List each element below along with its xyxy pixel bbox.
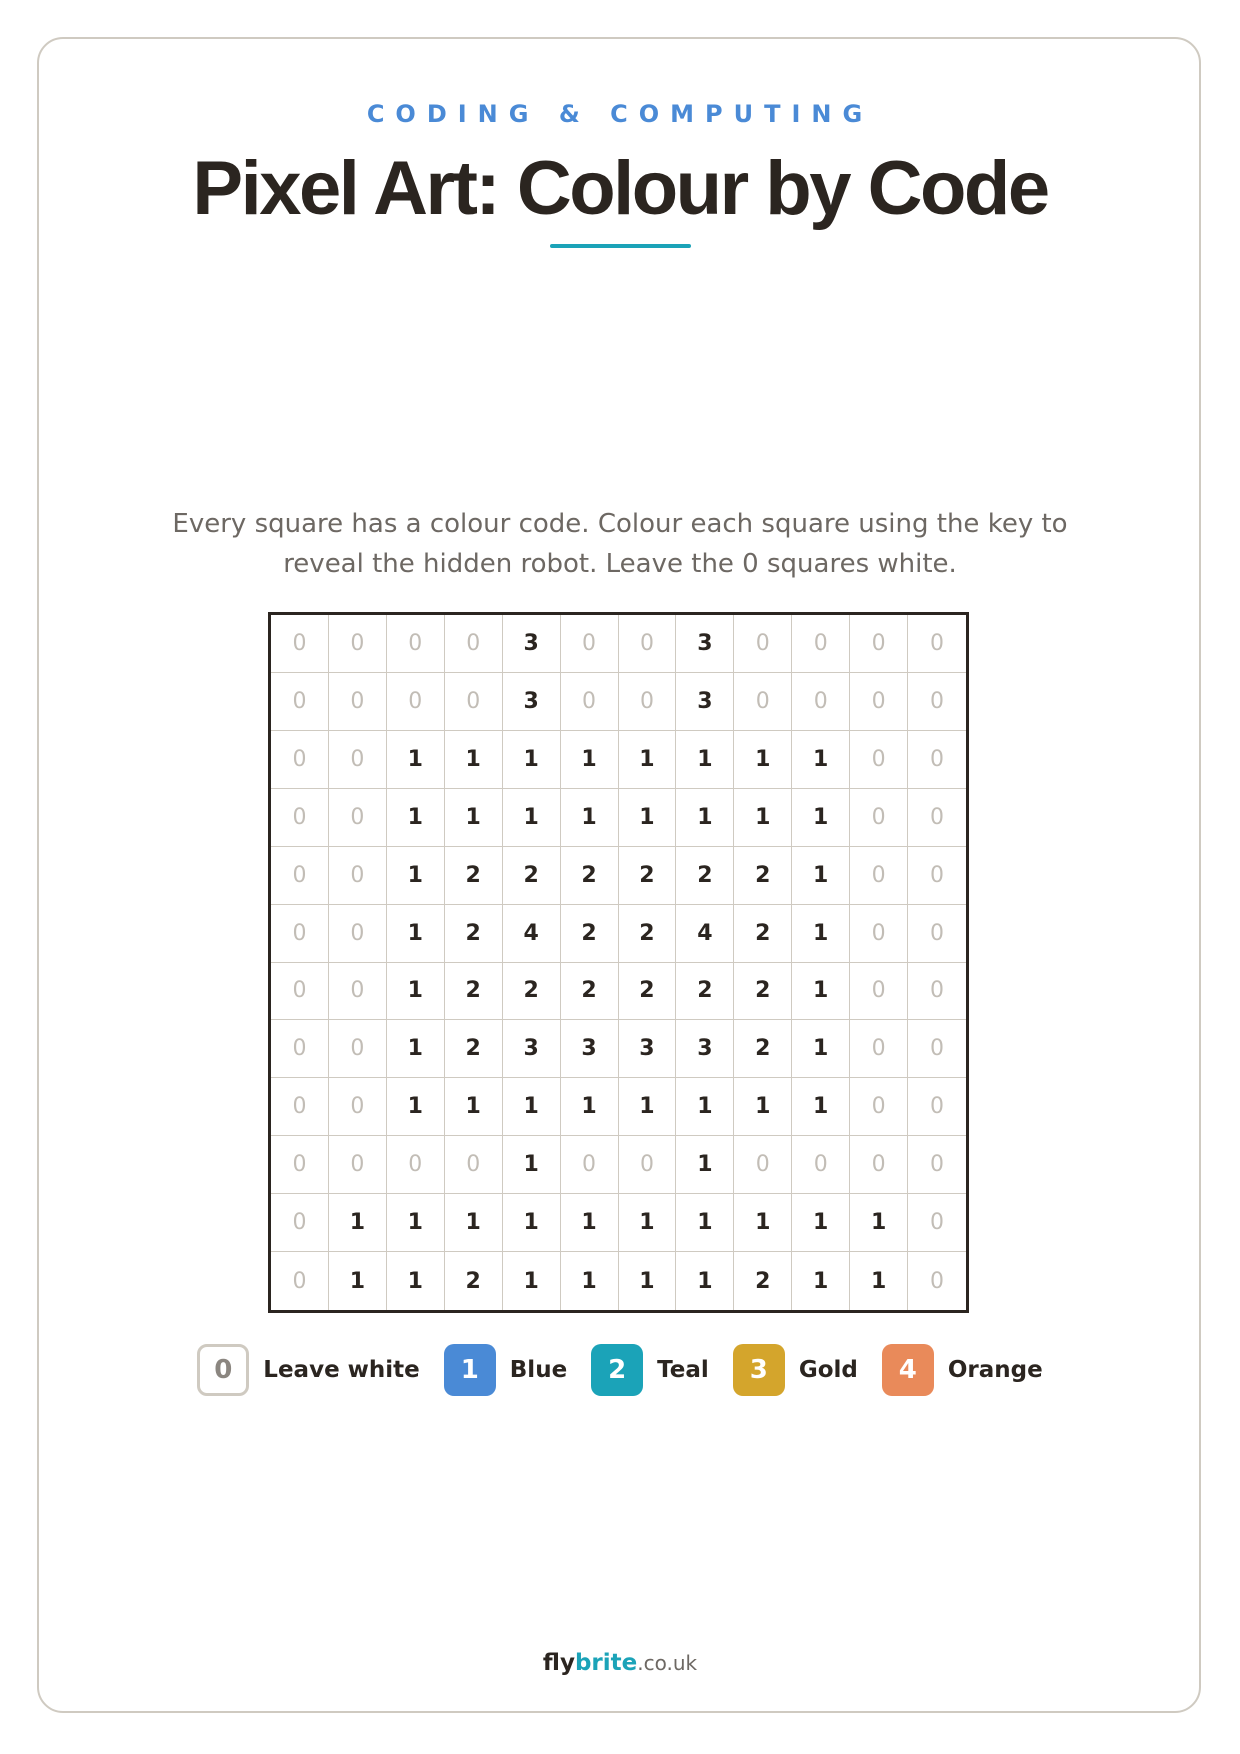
- grid-cell[interactable]: 0: [850, 789, 908, 847]
- grid-cell[interactable]: 0: [908, 615, 966, 673]
- grid-cell[interactable]: 0: [908, 1136, 966, 1194]
- key-swatch: 1: [444, 1344, 496, 1396]
- grid-cell[interactable]: 1: [561, 1078, 619, 1136]
- grid-cell[interactable]: 1: [387, 789, 445, 847]
- grid-cell[interactable]: 0: [329, 847, 387, 905]
- grid-cell[interactable]: 0: [908, 1194, 966, 1252]
- grid-cell[interactable]: 2: [503, 963, 561, 1021]
- grid-cell[interactable]: 3: [503, 1020, 561, 1078]
- grid-cell[interactable]: 0: [908, 789, 966, 847]
- grid-cell[interactable]: 2: [676, 847, 734, 905]
- grid-cell[interactable]: 2: [619, 847, 677, 905]
- grid-cell[interactable]: 1: [445, 1078, 503, 1136]
- grid-cell[interactable]: 0: [850, 673, 908, 731]
- grid-cell[interactable]: 0: [271, 847, 329, 905]
- key-label: Blue: [509, 1357, 568, 1383]
- grid-cell[interactable]: 2: [445, 963, 503, 1021]
- grid-cell[interactable]: 1: [445, 1194, 503, 1252]
- grid-cell[interactable]: 0: [329, 615, 387, 673]
- grid-cell[interactable]: 1: [503, 1194, 561, 1252]
- grid-cell[interactable]: 0: [908, 1078, 966, 1136]
- grid-cell[interactable]: 0: [271, 905, 329, 963]
- grid-cell[interactable]: 0: [908, 905, 966, 963]
- grid-cell[interactable]: 0: [850, 905, 908, 963]
- grid-cell[interactable]: 2: [503, 847, 561, 905]
- grid-cell[interactable]: 2: [619, 905, 677, 963]
- key-swatch: 2: [591, 1344, 643, 1396]
- subject-kicker: CODING & COMPUTING: [366, 100, 874, 128]
- grid-cell[interactable]: 0: [271, 963, 329, 1021]
- grid-cell[interactable]: 0: [850, 731, 908, 789]
- grid-cell[interactable]: 0: [908, 731, 966, 789]
- grid-cell[interactable]: 1: [503, 789, 561, 847]
- grid-cell[interactable]: 0: [445, 673, 503, 731]
- grid-cell[interactable]: 0: [271, 615, 329, 673]
- grid-cell[interactable]: 3: [503, 615, 561, 673]
- grid-cell[interactable]: 1: [387, 1020, 445, 1078]
- key-label: Orange: [947, 1357, 1043, 1383]
- key-item: [882, 1344, 1043, 1396]
- grid-cell[interactable]: 1: [792, 1252, 850, 1310]
- grid-cell[interactable]: 2: [445, 847, 503, 905]
- key-swatch: 0: [197, 1344, 249, 1396]
- grid-cell[interactable]: 1: [792, 1194, 850, 1252]
- key-item: [197, 1344, 419, 1396]
- footer-brand: [0, 1650, 1240, 1676]
- grid-cell[interactable]: 0: [908, 847, 966, 905]
- grid-cell[interactable]: 1: [561, 1194, 619, 1252]
- grid-cell[interactable]: 3: [676, 673, 734, 731]
- grid-cell[interactable]: 2: [734, 1252, 792, 1310]
- grid-cell[interactable]: 0: [329, 1136, 387, 1194]
- grid-cell[interactable]: 1: [387, 1078, 445, 1136]
- grid-cell[interactable]: 2: [561, 905, 619, 963]
- title-underline: [550, 244, 691, 248]
- grid-cell[interactable]: 0: [329, 731, 387, 789]
- grid-cell[interactable]: 0: [561, 1136, 619, 1194]
- grid-cell[interactable]: 1: [619, 1078, 677, 1136]
- grid-cell[interactable]: 2: [561, 847, 619, 905]
- grid-cell[interactable]: 1: [850, 1252, 908, 1310]
- grid-cell[interactable]: 0: [271, 1078, 329, 1136]
- grid-cell[interactable]: 1: [676, 1252, 734, 1310]
- grid-cell[interactable]: 0: [619, 1136, 677, 1194]
- grid-cell[interactable]: 3: [503, 673, 561, 731]
- grid-cell[interactable]: 0: [271, 1020, 329, 1078]
- grid-cell[interactable]: 0: [908, 963, 966, 1021]
- grid-cell[interactable]: 0: [329, 673, 387, 731]
- grid-cell[interactable]: 0: [792, 673, 850, 731]
- grid-cell[interactable]: 2: [445, 905, 503, 963]
- grid-cell[interactable]: 1: [387, 731, 445, 789]
- key-swatch: 4: [882, 1344, 934, 1396]
- grid-cell[interactable]: 0: [329, 789, 387, 847]
- grid-cell[interactable]: 0: [271, 789, 329, 847]
- grid-cell[interactable]: 0: [271, 1136, 329, 1194]
- grid-cell[interactable]: 0: [930, 1268, 945, 1294]
- key-item: [591, 1344, 709, 1396]
- grid-cell[interactable]: 0: [329, 905, 387, 963]
- grid-cell[interactable]: 1: [387, 1194, 445, 1252]
- grid-cell[interactable]: 1: [387, 963, 445, 1021]
- grid-cell[interactable]: 1: [503, 1252, 561, 1310]
- grid-cell[interactable]: 0: [734, 673, 792, 731]
- grid-cell[interactable]: 0: [561, 673, 619, 731]
- page-title: Pixel Art: Colour by Code: [192, 146, 1048, 231]
- key-label: Teal: [657, 1357, 709, 1383]
- grid-cell[interactable]: 0: [445, 1136, 503, 1194]
- key-item: [733, 1344, 858, 1396]
- key-item: [444, 1344, 567, 1396]
- grid-cell[interactable]: 1: [792, 1078, 850, 1136]
- grid-cell[interactable]: 1: [445, 731, 503, 789]
- grid-cell[interactable]: 1: [676, 731, 734, 789]
- grid-cell[interactable]: 1: [734, 731, 792, 789]
- grid-cell[interactable]: 1: [503, 1136, 561, 1194]
- grid-cell[interactable]: 1: [445, 789, 503, 847]
- key-swatch: 3: [733, 1344, 785, 1396]
- grid-cell[interactable]: 0: [619, 673, 677, 731]
- brand-domain: .co.uk: [637, 1651, 698, 1675]
- grid-cell[interactable]: 3: [619, 1020, 677, 1078]
- grid-cell[interactable]: 3: [676, 1020, 734, 1078]
- grid-cell[interactable]: 1: [561, 789, 619, 847]
- grid-cell[interactable]: 2: [676, 963, 734, 1021]
- grid-cell[interactable]: 2: [619, 963, 677, 1021]
- key-label: Gold: [798, 1357, 858, 1383]
- grid-cell[interactable]: 1: [792, 1020, 850, 1078]
- pixel-grid: [268, 612, 969, 1313]
- grid-cell[interactable]: 0: [908, 1020, 966, 1078]
- grid-cell[interactable]: 1: [676, 789, 734, 847]
- grid-cell[interactable]: 1: [792, 731, 850, 789]
- grid-cell[interactable]: 0: [445, 615, 503, 673]
- grid-cell[interactable]: 0: [850, 1136, 908, 1194]
- grid-cell[interactable]: 0: [271, 1252, 329, 1310]
- grid-cell[interactable]: 1: [329, 1194, 387, 1252]
- grid-cell[interactable]: 1: [503, 1078, 561, 1136]
- grid-cell[interactable]: 4: [503, 905, 561, 963]
- grid-cell[interactable]: 1: [792, 963, 850, 1021]
- instructions-line-2: reveal the hidden robot. Leave the 0 squares white.: [283, 549, 957, 579]
- instructions: [140, 504, 1100, 584]
- grid-cell[interactable]: 3: [676, 615, 734, 673]
- grid-cell[interactable]: 2: [734, 1020, 792, 1078]
- grid-cell[interactable]: 2: [445, 1020, 503, 1078]
- grid-cell[interactable]: 1: [503, 731, 561, 789]
- grid-cell[interactable]: 1: [850, 1194, 908, 1252]
- grid-cell[interactable]: 1: [561, 731, 619, 789]
- grid-cell[interactable]: 1: [734, 1078, 792, 1136]
- grid-cell[interactable]: 2: [734, 847, 792, 905]
- grid-cell[interactable]: 1: [387, 847, 445, 905]
- grid-cell[interactable]: 0: [850, 1020, 908, 1078]
- grid-cell[interactable]: 4: [676, 905, 734, 963]
- grid-cell[interactable]: 1: [792, 789, 850, 847]
- grid-cell[interactable]: 1: [792, 905, 850, 963]
- grid-cell[interactable]: 0: [850, 615, 908, 673]
- grid-cell[interactable]: 0: [329, 1020, 387, 1078]
- grid-cell[interactable]: 1: [387, 905, 445, 963]
- grid-cell[interactable]: 0: [850, 1078, 908, 1136]
- grid-cell[interactable]: 1: [676, 1078, 734, 1136]
- grid-cell[interactable]: 1: [734, 789, 792, 847]
- grid-cell[interactable]: 2: [561, 963, 619, 1021]
- grid-cell[interactable]: 1: [387, 1252, 445, 1310]
- instructions-line-1: Every square has a colour code. Colour each square using the key to: [172, 509, 1068, 539]
- grid-cell[interactable]: 1: [619, 1194, 677, 1252]
- grid-cell[interactable]: 1: [619, 789, 677, 847]
- grid-cell[interactable]: 2: [734, 963, 792, 1021]
- grid-cell[interactable]: 0: [850, 847, 908, 905]
- grid-cell[interactable]: 0: [271, 673, 329, 731]
- grid-cell[interactable]: 1: [734, 1194, 792, 1252]
- grid-cell[interactable]: 1: [329, 1252, 387, 1310]
- brand-fly: fly: [542, 1650, 575, 1676]
- grid-cell[interactable]: 1: [561, 1252, 619, 1310]
- grid-cell[interactable]: 2: [445, 1252, 503, 1310]
- grid-cell[interactable]: 1: [792, 847, 850, 905]
- grid-cell[interactable]: 0: [387, 1136, 445, 1194]
- grid-cell[interactable]: 0: [387, 673, 445, 731]
- grid-cell[interactable]: 1: [619, 1252, 677, 1310]
- grid-cell[interactable]: 1: [676, 1136, 734, 1194]
- grid-cell[interactable]: 0: [271, 1194, 329, 1252]
- grid-cell[interactable]: 0: [387, 615, 445, 673]
- grid-cell[interactable]: 0: [619, 615, 677, 673]
- grid-cell[interactable]: 0: [734, 1136, 792, 1194]
- grid-cell[interactable]: 0: [561, 615, 619, 673]
- grid-cell[interactable]: 0: [271, 731, 329, 789]
- grid-cell[interactable]: 0: [792, 1136, 850, 1194]
- key-label: Leave white: [263, 1357, 420, 1383]
- brand-brite: brite: [574, 1650, 638, 1676]
- colour-key: [0, 1344, 1240, 1396]
- grid-cell[interactable]: 1: [676, 1194, 734, 1252]
- grid-cell[interactable]: 0: [792, 615, 850, 673]
- grid-cell[interactable]: 0: [908, 673, 966, 731]
- grid-cell[interactable]: 0: [850, 963, 908, 1021]
- grid-cell[interactable]: 2: [734, 905, 792, 963]
- grid-cell[interactable]: 0: [734, 615, 792, 673]
- grid-cell[interactable]: 0: [329, 963, 387, 1021]
- grid-cell[interactable]: 3: [561, 1020, 619, 1078]
- grid-cell[interactable]: 1: [619, 731, 677, 789]
- grid-cell[interactable]: 0: [329, 1078, 387, 1136]
